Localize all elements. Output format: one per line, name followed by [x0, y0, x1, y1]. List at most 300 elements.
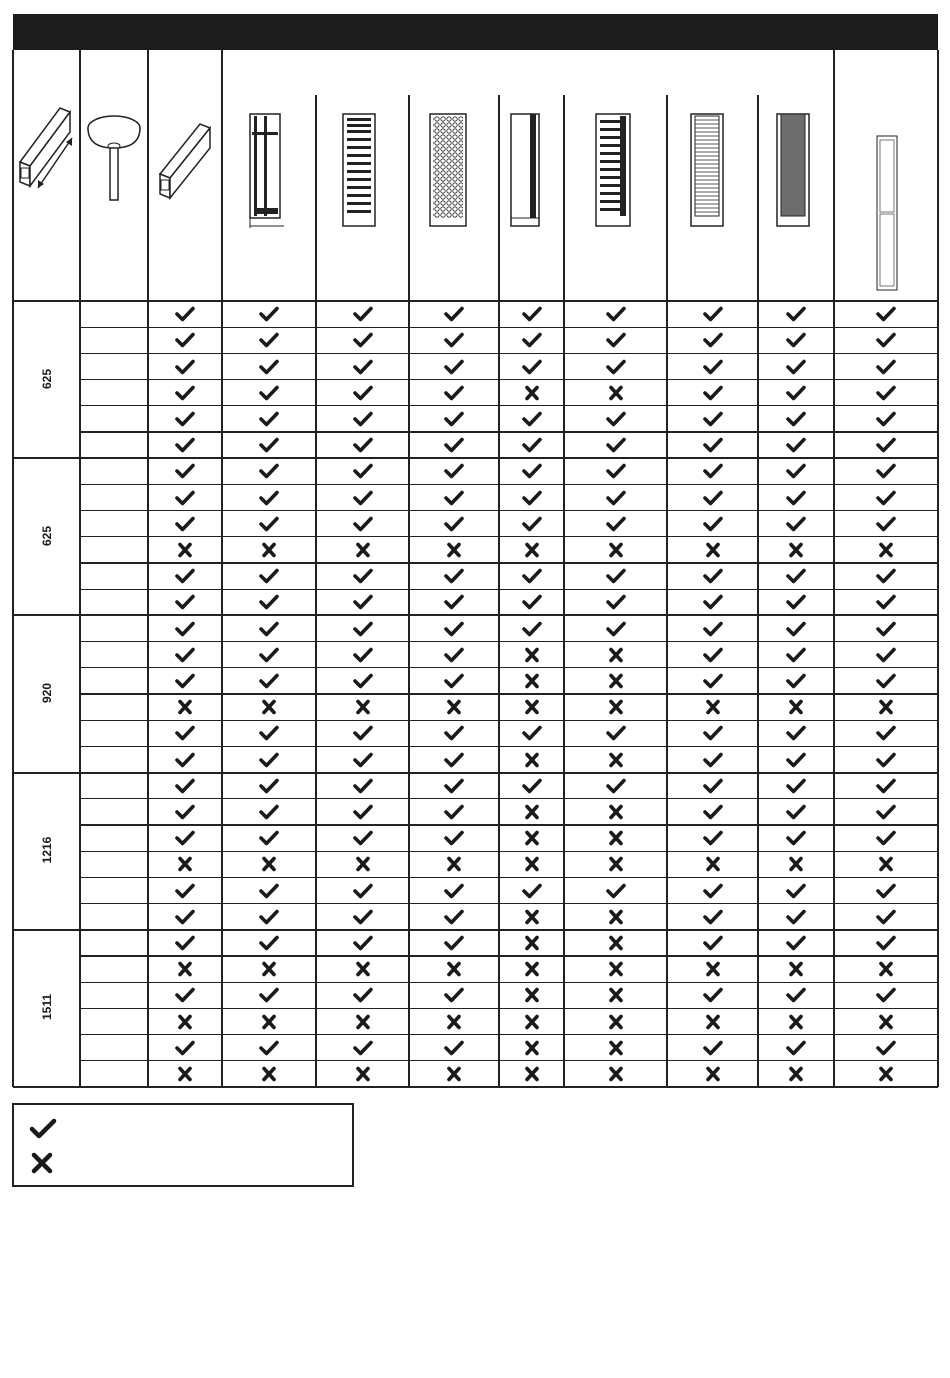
check-icon: [521, 882, 543, 900]
panel-crossbar-icon: [246, 110, 286, 230]
check-icon: [785, 751, 807, 769]
grid-line: [80, 1008, 938, 1009]
cross-icon: [28, 1151, 58, 1175]
cross-icon: [258, 855, 280, 873]
check-icon: [174, 1039, 196, 1057]
grid-line: [80, 536, 938, 537]
check-icon: [875, 882, 897, 900]
cross-icon: [605, 829, 627, 847]
check-icon: [521, 358, 543, 376]
check-icon: [258, 724, 280, 742]
check-icon: [521, 620, 543, 638]
cross-icon: [785, 541, 807, 559]
cross-icon: [352, 1013, 374, 1031]
check-icon: [702, 803, 724, 821]
check-icon: [875, 515, 897, 533]
grid-line: [80, 510, 938, 511]
check-icon: [258, 358, 280, 376]
check-icon: [702, 620, 724, 638]
grid-line: [80, 720, 938, 721]
ceiling-canopy-suspension-icon: [84, 110, 144, 205]
check-icon: [443, 724, 465, 742]
check-icon: [702, 882, 724, 900]
check-icon: [875, 331, 897, 349]
check-icon: [174, 620, 196, 638]
grid-line: [80, 798, 938, 799]
check-icon: [875, 489, 897, 507]
cross-icon: [605, 1065, 627, 1083]
check-icon: [875, 1039, 897, 1057]
check-icon: [702, 489, 724, 507]
group-label: 1216: [39, 836, 54, 864]
cross-icon: [785, 855, 807, 873]
check-icon: [352, 751, 374, 769]
check-icon: [443, 620, 465, 638]
check-icon: [521, 410, 543, 428]
check-icon: [352, 672, 374, 690]
check-icon: [258, 515, 280, 533]
cross-icon: [174, 698, 196, 716]
check-icon: [875, 803, 897, 821]
check-icon: [875, 751, 897, 769]
grid-line: [79, 50, 80, 1087]
check-icon: [258, 567, 280, 585]
check-icon: [443, 934, 465, 952]
check-icon: [443, 646, 465, 664]
check-icon: [258, 751, 280, 769]
check-icon: [702, 410, 724, 428]
check-icon: [258, 462, 280, 480]
check-icon: [443, 305, 465, 323]
check-icon: [352, 436, 374, 454]
cross-icon: [605, 934, 627, 952]
check-icon: [521, 331, 543, 349]
check-icon: [875, 305, 897, 323]
check-icon: [785, 1039, 807, 1057]
check-icon: [174, 882, 196, 900]
grid-line: [80, 1060, 938, 1061]
cross-icon: [174, 541, 196, 559]
check-icon: [443, 358, 465, 376]
check-icon: [785, 384, 807, 402]
grid-line: [221, 50, 222, 1087]
check-icon: [875, 384, 897, 402]
cross-icon: [605, 698, 627, 716]
cross-icon: [702, 960, 724, 978]
check-icon: [702, 672, 724, 690]
check-icon: [605, 305, 627, 323]
check-icon: [174, 724, 196, 742]
grid-line: [80, 589, 938, 590]
check-icon: [785, 462, 807, 480]
cross-icon: [352, 960, 374, 978]
check-icon: [785, 882, 807, 900]
check-icon: [875, 593, 897, 611]
check-icon: [352, 646, 374, 664]
check-icon: [352, 331, 374, 349]
check-icon: [258, 384, 280, 402]
grid-line: [80, 851, 938, 852]
check-icon: [785, 829, 807, 847]
check-icon: [352, 803, 374, 821]
check-icon: [352, 489, 374, 507]
cross-icon: [352, 698, 374, 716]
cross-icon: [174, 1065, 196, 1083]
grid-line: [666, 95, 667, 1087]
check-icon: [785, 567, 807, 585]
group-divider: [13, 457, 938, 459]
cross-icon: [605, 986, 627, 1004]
check-icon: [875, 646, 897, 664]
cross-icon: [521, 1039, 543, 1057]
check-icon: [258, 934, 280, 952]
check-icon: [352, 620, 374, 638]
cross-icon: [521, 751, 543, 769]
cross-icon: [521, 646, 543, 664]
grid-line: [80, 877, 938, 878]
grid-line: [80, 903, 938, 904]
check-icon: [875, 672, 897, 690]
check-icon: [258, 620, 280, 638]
check-icon: [702, 986, 724, 1004]
check-icon: [352, 934, 374, 952]
cross-icon: [605, 646, 627, 664]
cross-icon: [785, 698, 807, 716]
check-icon: [785, 672, 807, 690]
check-icon: [352, 986, 374, 1004]
cross-icon: [875, 855, 897, 873]
cross-icon: [352, 541, 374, 559]
check-icon: [28, 1117, 58, 1141]
check-icon: [352, 462, 374, 480]
check-icon: [605, 410, 627, 428]
check-icon: [605, 489, 627, 507]
grid-line: [80, 327, 938, 328]
cross-icon: [605, 855, 627, 873]
cross-icon: [521, 803, 543, 821]
check-icon: [785, 331, 807, 349]
grid-line: [315, 95, 316, 1087]
check-icon: [352, 567, 374, 585]
check-icon: [258, 908, 280, 926]
check-icon: [352, 515, 374, 533]
panel-double-frame-icon: [874, 132, 900, 294]
cross-icon: [443, 1065, 465, 1083]
check-icon: [785, 358, 807, 376]
check-icon: [785, 777, 807, 795]
check-icon: [352, 410, 374, 428]
check-icon: [521, 462, 543, 480]
check-icon: [605, 882, 627, 900]
cross-icon: [605, 672, 627, 690]
check-icon: [174, 908, 196, 926]
check-icon: [702, 567, 724, 585]
check-icon: [174, 489, 196, 507]
group-label: 625: [39, 368, 54, 389]
cross-icon: [521, 698, 543, 716]
cross-icon: [521, 1013, 543, 1031]
check-icon: [443, 908, 465, 926]
cross-icon: [702, 855, 724, 873]
panel-horizontal-slats-icon: [340, 110, 380, 230]
check-icon: [352, 358, 374, 376]
check-icon: [258, 646, 280, 664]
cross-icon: [785, 1013, 807, 1031]
cross-icon: [521, 384, 543, 402]
check-icon: [174, 567, 196, 585]
check-icon: [605, 777, 627, 795]
check-icon: [875, 724, 897, 742]
check-icon: [443, 462, 465, 480]
check-icon: [521, 567, 543, 585]
check-icon: [352, 1039, 374, 1057]
cross-icon: [605, 1013, 627, 1031]
check-icon: [875, 462, 897, 480]
grid-line: [80, 484, 938, 485]
check-icon: [785, 724, 807, 742]
check-icon: [875, 567, 897, 585]
grid-line: [80, 982, 938, 983]
check-icon: [443, 882, 465, 900]
check-icon: [443, 384, 465, 402]
grid-line: [80, 562, 938, 563]
check-icon: [605, 567, 627, 585]
cross-icon: [702, 698, 724, 716]
cross-icon: [258, 541, 280, 559]
check-icon: [174, 751, 196, 769]
group-label: 920: [39, 682, 54, 704]
check-icon: [605, 358, 627, 376]
cross-icon: [258, 960, 280, 978]
cross-icon: [785, 960, 807, 978]
check-icon: [785, 934, 807, 952]
cross-icon: [443, 960, 465, 978]
cross-icon: [521, 829, 543, 847]
check-icon: [174, 672, 196, 690]
grid-line: [80, 693, 938, 694]
check-icon: [174, 986, 196, 1004]
check-icon: [174, 934, 196, 952]
check-icon: [352, 908, 374, 926]
cross-icon: [521, 934, 543, 952]
group-divider: [13, 1086, 938, 1088]
check-icon: [174, 331, 196, 349]
cross-icon: [605, 803, 627, 821]
check-icon: [174, 410, 196, 428]
check-icon: [702, 777, 724, 795]
check-icon: [521, 593, 543, 611]
check-icon: [702, 908, 724, 926]
check-icon: [785, 593, 807, 611]
check-icon: [521, 489, 543, 507]
panel-fine-louver-icon: [688, 110, 728, 230]
check-icon: [702, 829, 724, 847]
grid-line: [80, 379, 938, 380]
cross-icon: [605, 751, 627, 769]
group-divider: [13, 929, 938, 931]
cross-icon: [785, 1065, 807, 1083]
check-icon: [258, 1039, 280, 1057]
cross-icon: [352, 855, 374, 873]
group-label: 625: [39, 525, 54, 546]
cross-icon: [443, 698, 465, 716]
check-icon: [443, 829, 465, 847]
cross-icon: [443, 1013, 465, 1031]
grid-line: [408, 95, 409, 1087]
table-border-left: [12, 50, 14, 1087]
grid-line: [563, 95, 564, 1087]
check-icon: [785, 620, 807, 638]
grid-line: [80, 431, 938, 432]
check-icon: [443, 803, 465, 821]
check-icon: [785, 436, 807, 454]
check-icon: [521, 436, 543, 454]
cross-icon: [521, 672, 543, 690]
check-icon: [521, 777, 543, 795]
check-icon: [702, 358, 724, 376]
check-icon: [785, 803, 807, 821]
check-icon: [785, 410, 807, 428]
check-icon: [875, 908, 897, 926]
check-icon: [521, 724, 543, 742]
cross-icon: [875, 1065, 897, 1083]
check-icon: [443, 986, 465, 1004]
table-border-right: [937, 50, 939, 1087]
check-icon: [702, 305, 724, 323]
cross-icon: [605, 908, 627, 926]
check-icon: [875, 777, 897, 795]
legend-item-compatible: [28, 1117, 58, 1141]
check-icon: [258, 882, 280, 900]
check-icon: [352, 724, 374, 742]
check-icon: [875, 358, 897, 376]
check-icon: [702, 1039, 724, 1057]
check-icon: [174, 462, 196, 480]
check-icon: [702, 384, 724, 402]
panel-honeycomb-icon: [428, 110, 470, 230]
profile-rail-dimension-icon: [16, 100, 78, 190]
cross-icon: [258, 1013, 280, 1031]
check-icon: [443, 567, 465, 585]
cross-icon: [702, 1065, 724, 1083]
grid-line: [757, 95, 758, 1087]
check-icon: [875, 436, 897, 454]
cross-icon: [521, 541, 543, 559]
cross-icon: [605, 384, 627, 402]
check-icon: [702, 515, 724, 533]
cross-icon: [443, 541, 465, 559]
check-icon: [521, 515, 543, 533]
check-icon: [702, 724, 724, 742]
cross-icon: [352, 1065, 374, 1083]
check-icon: [443, 331, 465, 349]
check-icon: [352, 829, 374, 847]
grid-line: [147, 50, 149, 1087]
panel-comb-icon: [594, 110, 634, 230]
check-icon: [875, 986, 897, 1004]
cross-icon: [521, 908, 543, 926]
legend: [12, 1103, 354, 1187]
check-icon: [174, 777, 196, 795]
cross-icon: [521, 1065, 543, 1083]
cross-icon: [258, 1065, 280, 1083]
panel-plain-bar-icon: [508, 110, 544, 230]
grid-line: [80, 1034, 938, 1035]
check-icon: [875, 829, 897, 847]
grid-line: [498, 95, 499, 1087]
panel-solid-gray-icon: [774, 110, 814, 230]
check-icon: [605, 515, 627, 533]
check-icon: [258, 331, 280, 349]
check-icon: [443, 489, 465, 507]
group-label: 1511: [39, 994, 54, 1021]
cross-icon: [521, 960, 543, 978]
cross-icon: [174, 1013, 196, 1031]
check-icon: [443, 436, 465, 454]
check-icon: [875, 620, 897, 638]
check-icon: [521, 305, 543, 323]
check-icon: [702, 331, 724, 349]
check-icon: [443, 515, 465, 533]
check-icon: [174, 436, 196, 454]
check-icon: [785, 986, 807, 1004]
check-icon: [702, 436, 724, 454]
check-icon: [702, 934, 724, 952]
cross-icon: [605, 960, 627, 978]
check-icon: [605, 436, 627, 454]
check-icon: [258, 593, 280, 611]
group-divider: [13, 614, 938, 616]
check-icon: [785, 305, 807, 323]
check-icon: [174, 803, 196, 821]
check-icon: [875, 934, 897, 952]
check-icon: [605, 724, 627, 742]
grid-line: [80, 353, 938, 354]
grid-line: [80, 667, 938, 668]
check-icon: [258, 829, 280, 847]
header-divider: [13, 300, 938, 302]
grid-line: [80, 746, 938, 747]
check-icon: [352, 593, 374, 611]
check-icon: [174, 384, 196, 402]
cross-icon: [875, 960, 897, 978]
check-icon: [174, 305, 196, 323]
cross-icon: [174, 855, 196, 873]
check-icon: [702, 593, 724, 611]
check-icon: [785, 489, 807, 507]
check-icon: [352, 384, 374, 402]
check-icon: [352, 882, 374, 900]
check-icon: [702, 462, 724, 480]
check-icon: [258, 436, 280, 454]
check-icon: [174, 358, 196, 376]
check-icon: [605, 462, 627, 480]
legend-item-incompatible: [28, 1151, 58, 1175]
check-icon: [258, 986, 280, 1004]
cross-icon: [521, 855, 543, 873]
cross-icon: [174, 960, 196, 978]
cross-icon: [443, 855, 465, 873]
grid-line: [80, 955, 938, 956]
grid-line: [833, 50, 834, 1087]
grid-line: [80, 824, 938, 825]
cross-icon: [875, 541, 897, 559]
check-icon: [174, 593, 196, 611]
check-icon: [785, 515, 807, 533]
check-icon: [258, 410, 280, 428]
cross-icon: [521, 986, 543, 1004]
group-divider: [13, 772, 938, 774]
